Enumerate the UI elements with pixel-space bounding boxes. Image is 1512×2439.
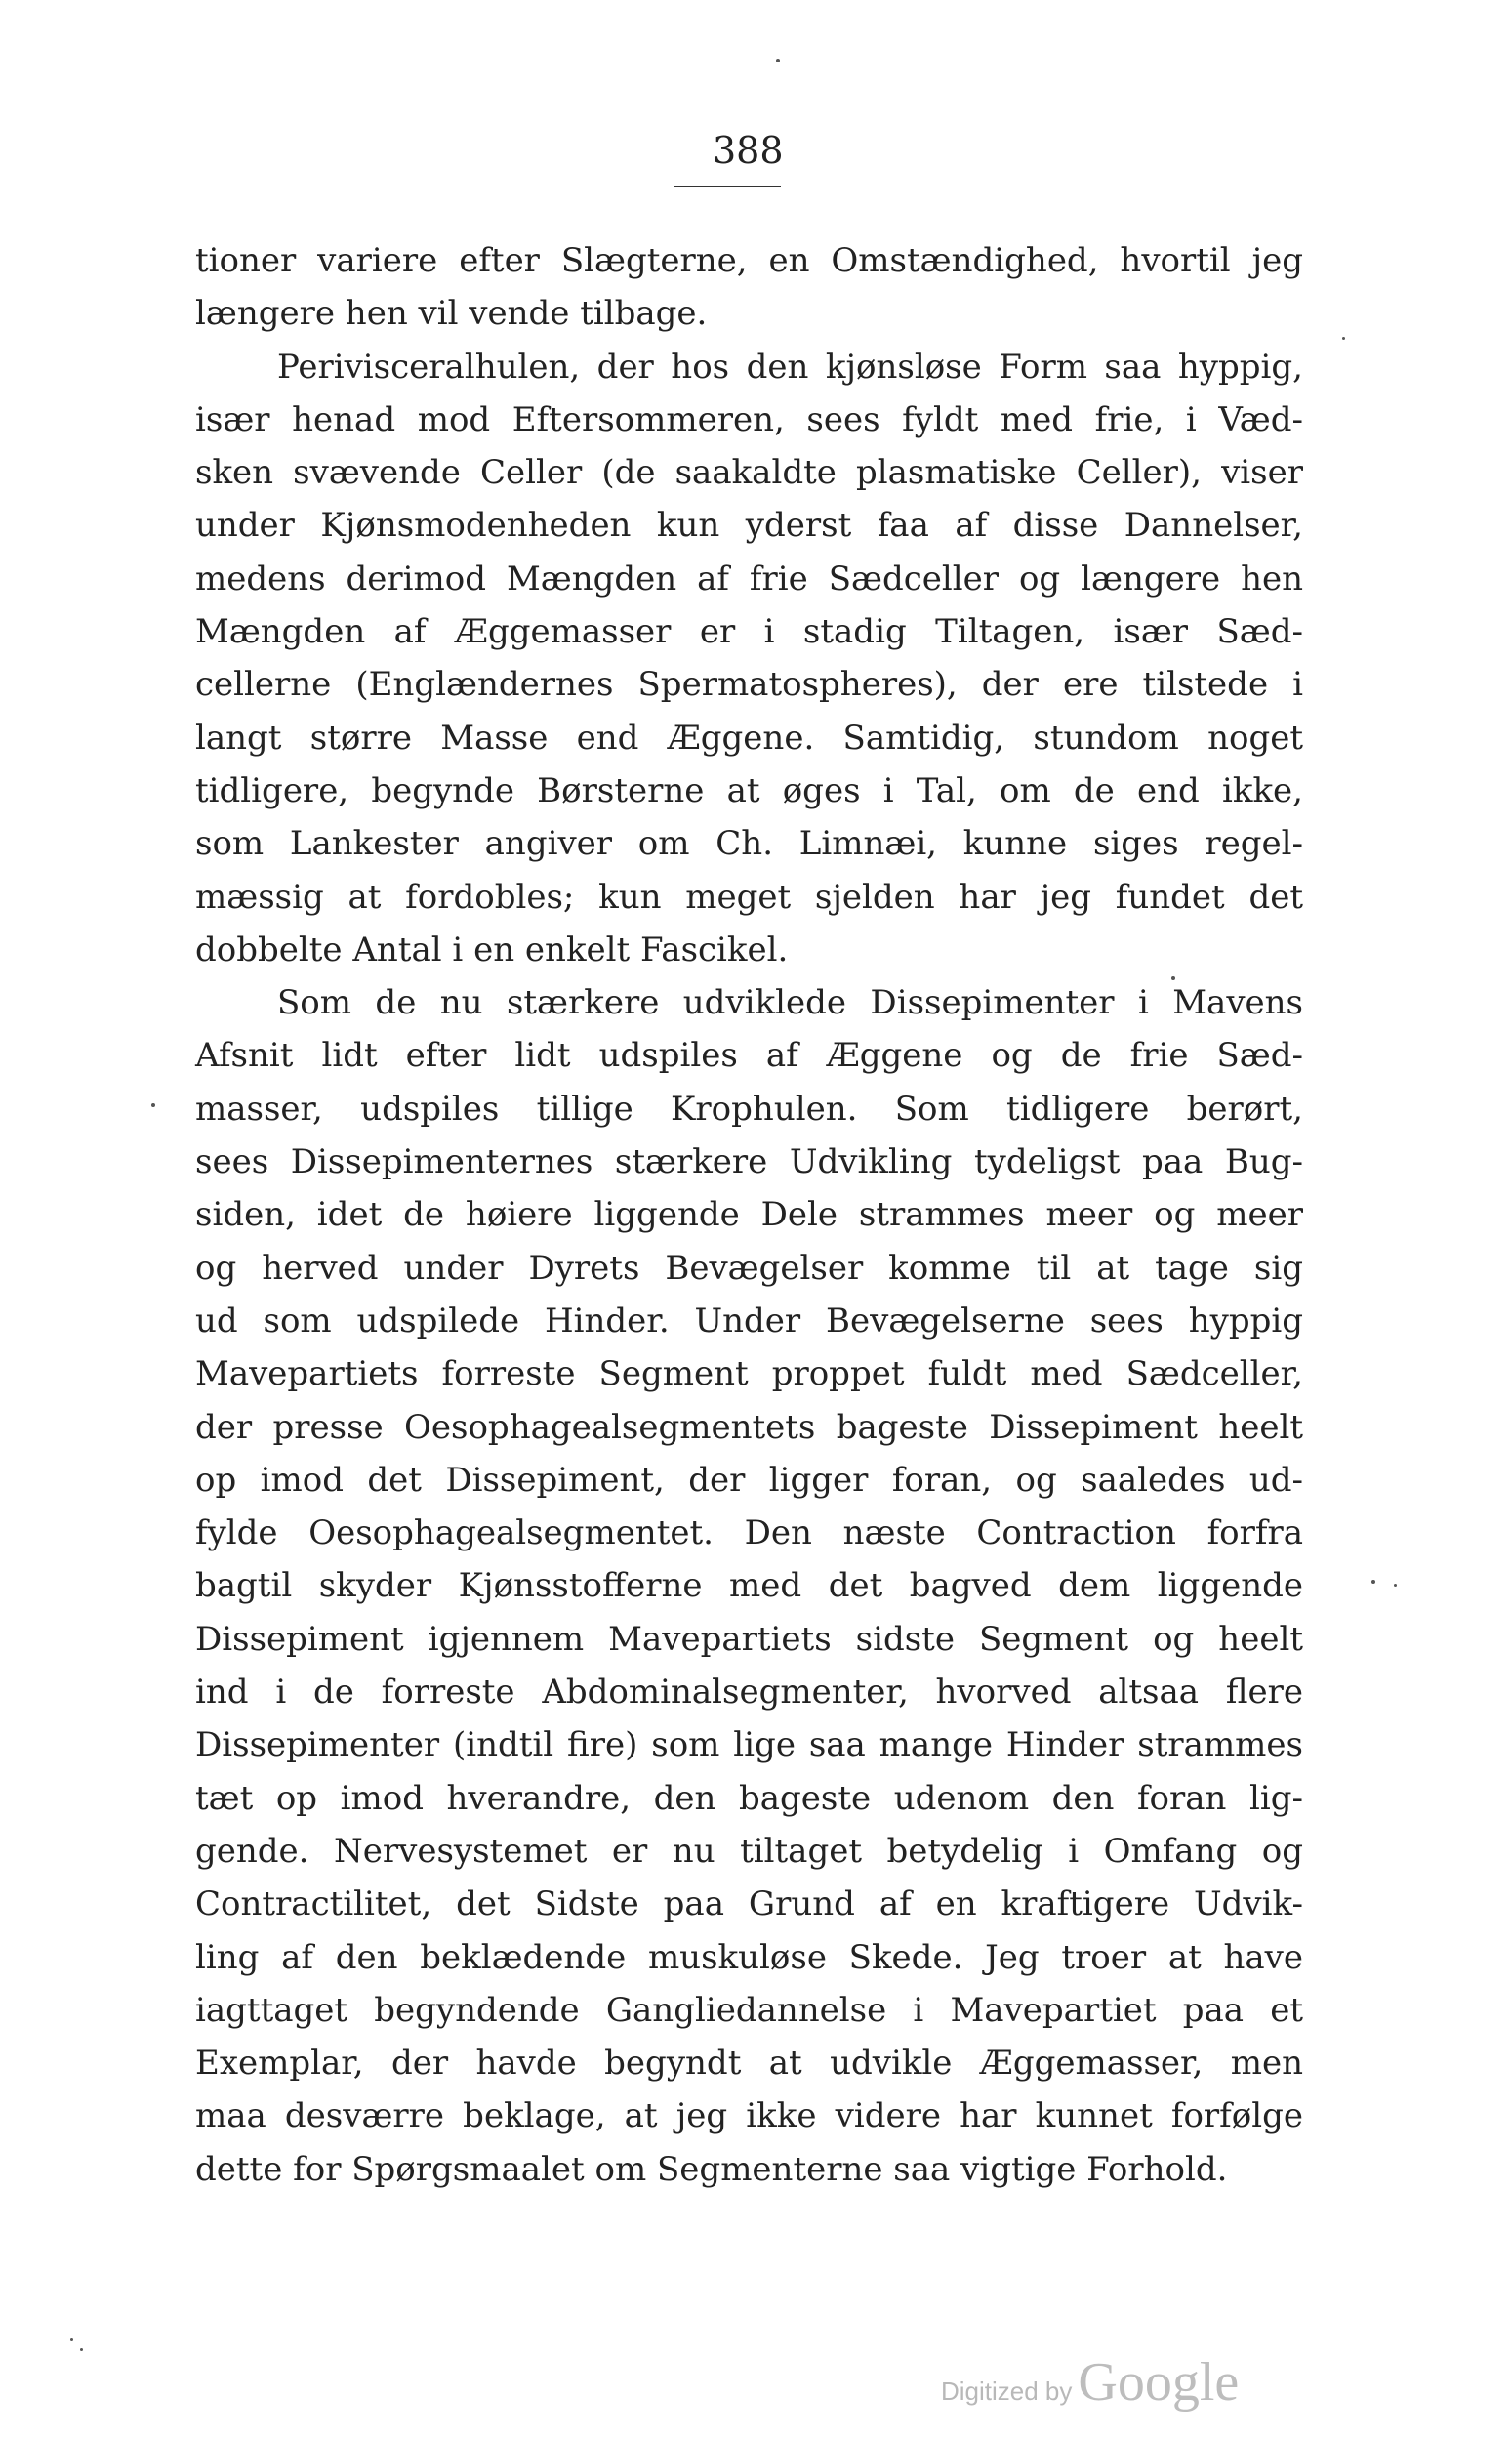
text-line: Afsnit lidt efter lidt udspiles af Æggene og de frie Sæd- bbox=[195, 1036, 1303, 1076]
ink-speck bbox=[1171, 976, 1175, 980]
text-line: bagtil skyder Kjønsstofferne med det bagved dem liggende bbox=[195, 1566, 1303, 1606]
digitized-watermark bbox=[941, 2351, 1239, 2419]
text-line: ling af den beklædende muskuløse Skede. Jeg troer at have bbox=[195, 1937, 1303, 1977]
page-number-rule bbox=[674, 186, 781, 187]
text-line: cellerne (Englændernes Spermatospheres), der ere tilstede i bbox=[195, 665, 1303, 705]
text-line: op imod det Dissepiment, der ligger foran, og saaledes ud- bbox=[195, 1460, 1303, 1500]
text-line: medens derimod Mængden af frie Sædceller og længere hen bbox=[195, 558, 1303, 599]
text-line: Dissepimenter (indtil fire) som lige saa mange Hinder strammes bbox=[195, 1725, 1303, 1765]
ink-speck bbox=[80, 2348, 83, 2351]
text-line: Exemplar, der havde begyndt at udvikle Æggemasser, men bbox=[195, 2044, 1303, 2084]
text-line: Mavepartiets forreste Segment proppet fuldt med Sædceller, bbox=[195, 1354, 1303, 1394]
text-line: maa desværre beklage, at jeg ikke videre har kunnet forfølge bbox=[195, 2096, 1303, 2136]
text-line: som Lankester angiver om Ch. Limnæi, kunne siges regel- bbox=[195, 824, 1303, 864]
text-line: Dissepiment igjennem Mavepartiets sidste Segment og heelt bbox=[195, 1619, 1303, 1659]
text-line: tæt op imod hverandre, den bageste udenom den foran lig- bbox=[195, 1778, 1303, 1818]
text-line: Mængden af Æggemasser er i stadig Tiltagen, især Sæd- bbox=[195, 612, 1303, 652]
body-text bbox=[195, 234, 1303, 2196]
text-line: Contractilitet, det Sidste paa Grund af en kraftigere Udvik- bbox=[195, 1884, 1303, 1924]
text-line: langt større Masse end Æggene. Samtidig, stundom noget bbox=[195, 718, 1303, 758]
watermark-prefix: Digitized by bbox=[941, 2377, 1073, 2406]
text-line: ind i de forreste Abdominalsegmenter, hvorved altsaa flere bbox=[195, 1673, 1303, 1713]
ink-speck bbox=[70, 2338, 73, 2341]
ink-speck bbox=[1371, 1580, 1375, 1584]
text-line: under Kjønsmodenheden kun yderst faa af disse Dannelser, bbox=[195, 506, 1303, 546]
text-line: gende. Nervesystemet er nu tiltaget betydelig i Omfang og bbox=[195, 1831, 1303, 1871]
text-line: masser, udspiles tillige Krophulen. Som tidligere berørt, bbox=[195, 1089, 1303, 1129]
google-logo: Google bbox=[1078, 2352, 1240, 2413]
text-line: der presse Oesophagealsegmentets bageste Dissepiment heelt bbox=[195, 1407, 1303, 1447]
text-line: Som de nu stærkere udviklede Dissepimenter i Mavens bbox=[277, 983, 1303, 1023]
ink-speck bbox=[776, 59, 780, 62]
text-line: tidligere, begynde Børsterne at øges i Tal, om de end ikke, bbox=[195, 770, 1303, 810]
text-line: og herved under Dyrets Bevægelser komme til at tage sig bbox=[195, 1248, 1303, 1288]
ink-speck bbox=[1394, 1584, 1397, 1587]
text-line: iagttaget begyndende Gangliedannelse i Mavepartiet paa et bbox=[195, 1990, 1303, 2030]
text-line: dobbelte Antal i en enkelt Fascikel. bbox=[195, 930, 789, 970]
text-line: sees Dissepimenternes stærkere Udvikling tydeligst paa Bug- bbox=[195, 1142, 1303, 1182]
text-line: dette for Spørgsmaalet om Segmenterne saa vigtige Forhold. bbox=[195, 2149, 1228, 2189]
text-line: mæssig at fordobles; kun meget sjelden har jeg fundet det bbox=[195, 877, 1303, 917]
text-line: tioner variere efter Slægterne, en Omstændighed, hvortil jeg bbox=[195, 241, 1303, 280]
ink-speck bbox=[151, 1103, 155, 1107]
page-number: 388 bbox=[713, 129, 784, 172]
text-line: fylde Oesophagealsegmentet. Den næste Contraction forfra bbox=[195, 1513, 1303, 1553]
text-line: siden, idet de høiere liggende Dele strammes meer og meer bbox=[195, 1195, 1303, 1235]
text-line: ud som udspilede Hinder. Under Bevægelserne sees hyppig bbox=[195, 1301, 1303, 1341]
text-line: sken svævende Celler (de saakaldte plasmatiske Celler), viser bbox=[195, 453, 1303, 493]
text-line: Perivisceralhulen, der hos den kjønsløse Form saa hyppig, bbox=[277, 347, 1303, 387]
text-line: især henad mod Eftersommeren, sees fyldt med frie, i Væd- bbox=[195, 399, 1303, 439]
ink-speck bbox=[1342, 337, 1345, 340]
text-line: længere hen vil vende tilbage. bbox=[195, 294, 708, 334]
